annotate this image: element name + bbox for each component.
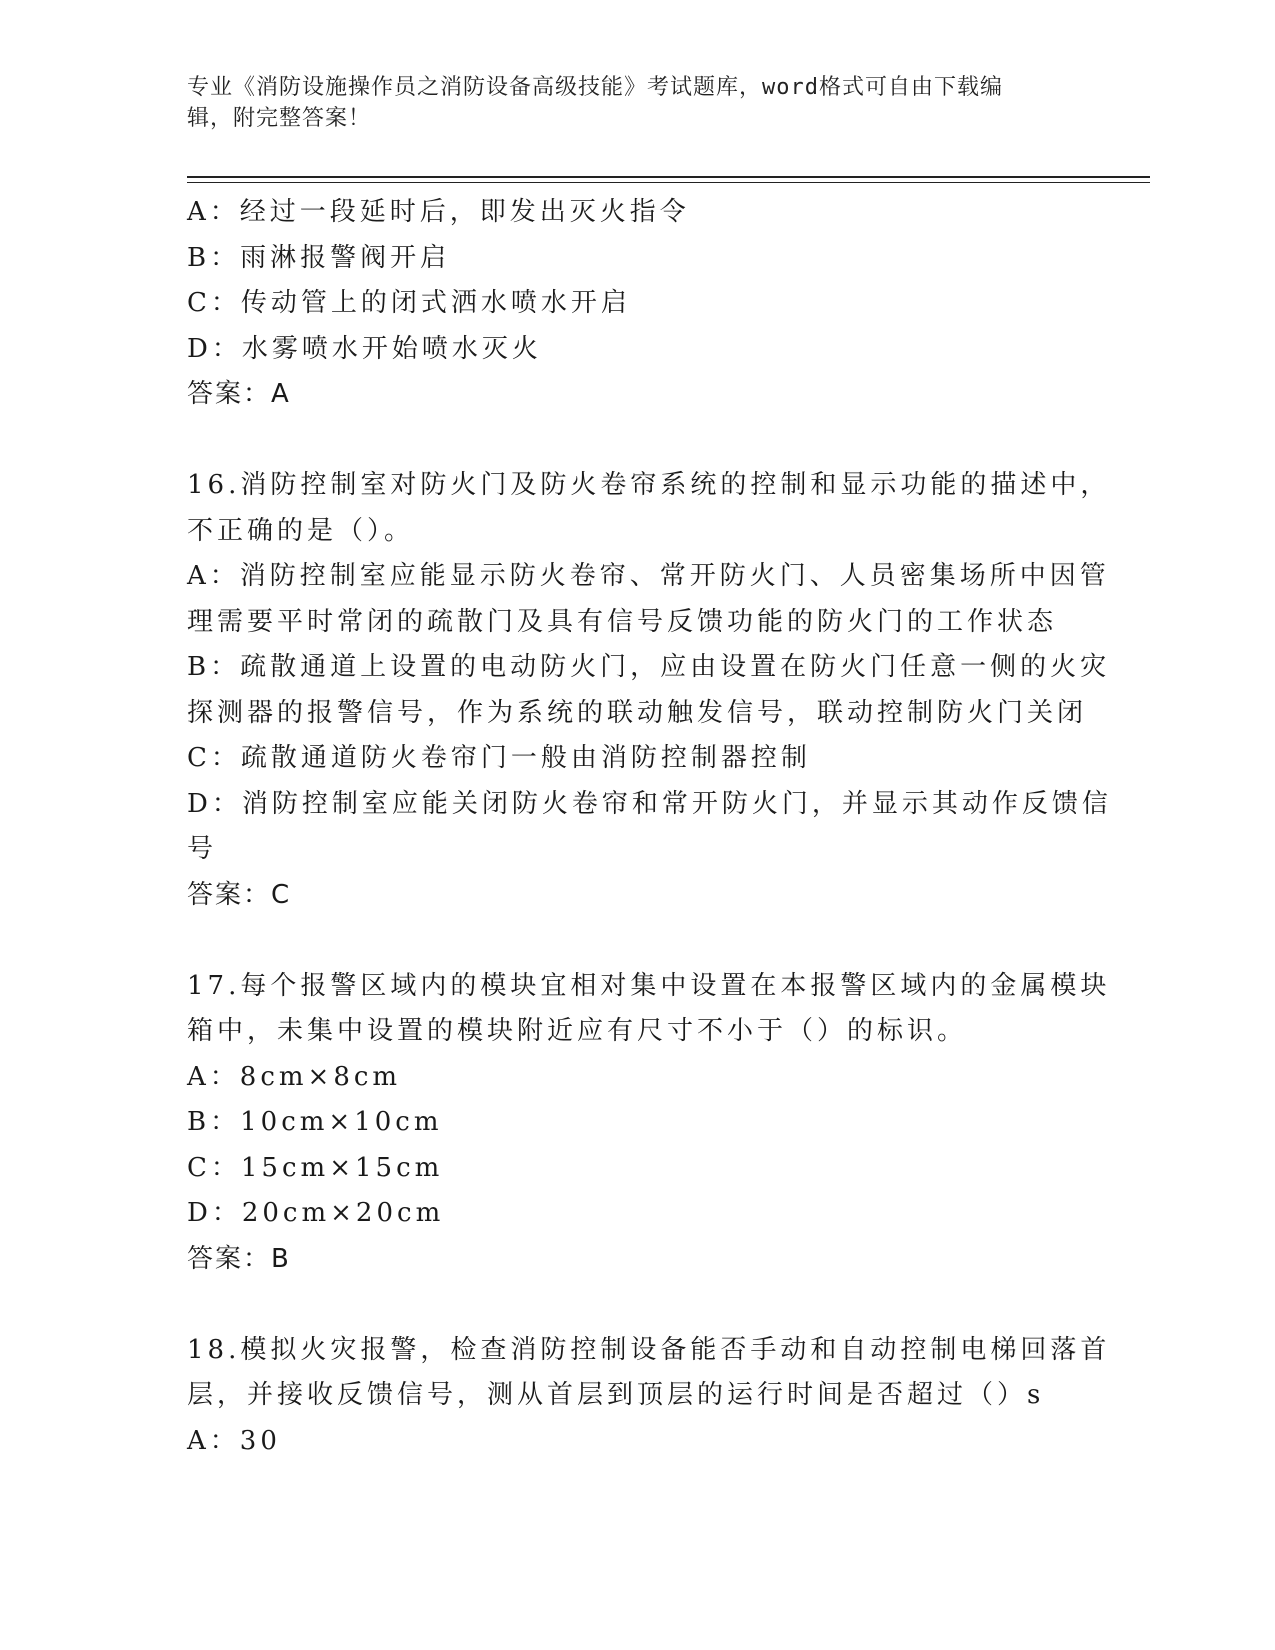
answer-line: 答案：C [187, 879, 292, 910]
spacer [187, 418, 1067, 464]
option-a-cont: 理需要平时常闭的疏散门及具有信号反馈功能的防火门的工作状态 [187, 606, 1058, 637]
question-15 [187, 190, 1067, 418]
option-a: A：消防控制室应能显示防火卷帘、常开防火门、人员密集场所中因管 [187, 561, 1110, 591]
header-divider-thick [187, 176, 1150, 178]
option-b-cont: 探测器的报警信号，作为系统的联动触发信号，联动控制防火门关闭 [187, 697, 1088, 728]
question-stem: 不正确的是（）。 [187, 515, 415, 546]
option-c: C：15cm×15cm [187, 1152, 444, 1183]
header-line: 辑，附完整答案！ [187, 106, 372, 131]
option-b: B：雨淋报警阀开启 [187, 242, 451, 273]
question-stem: 16.消防控制室对防火门及防火卷帘系统的控制和显示功能的描述中， [187, 470, 1111, 500]
option-b: B：疏散通道上设置的电动防火门，应由设置在防火门任意一侧的火灾 [187, 652, 1111, 682]
question-18 [187, 1328, 1111, 1465]
question-stem: 层，并接收反馈信号，测从首层到顶层的运行时间是否超过（）s [187, 1380, 1045, 1410]
header-line: 专业《消防设施操作员之消防设备高级技能》考试题库，word格式可自由下载编 [187, 75, 1003, 100]
option-d: D：消防控制室应能关闭防火卷帘和常开防火门，并显示其动作反馈信 [187, 788, 1112, 819]
answer-line: 答案：A [187, 379, 291, 409]
option-a: A：30 [187, 1425, 281, 1456]
option-d: D：20cm×20cm [187, 1198, 445, 1228]
question-list [187, 190, 1112, 1464]
document-header [187, 72, 1067, 134]
option-a: A：8cm×8cm [187, 1061, 402, 1092]
option-a: A：经过一段延时后，即发出灭火指令 [187, 197, 690, 227]
spacer [187, 1282, 1067, 1328]
question-17 [187, 964, 1111, 1283]
option-b: B：10cm×10cm [187, 1107, 443, 1137]
header-divider-thin [187, 182, 1150, 183]
spacer [187, 918, 1067, 964]
answer-line: 答案：B [187, 1243, 291, 1274]
question-stem: 17.每个报警区域内的模块宜相对集中设置在本报警区域内的金属模块 [187, 970, 1111, 1001]
question-stem: 18.模拟火灾报警，检查消防控制设备能否手动和自动控制电梯回落首 [187, 1334, 1111, 1365]
option-d: D：水雾喷水开始喷水灭火 [187, 333, 542, 364]
option-c: C：疏散通道防火卷帘门一般由消防控制器控制 [187, 743, 811, 773]
option-d-cont: 号 [187, 834, 218, 864]
question-16 [187, 463, 1112, 918]
option-c: C：传动管上的闭式洒水喷水开启 [187, 288, 631, 318]
question-stem: 箱中，未集中设置的模块附近应有尺寸不小于（）的标识。 [187, 1016, 968, 1046]
